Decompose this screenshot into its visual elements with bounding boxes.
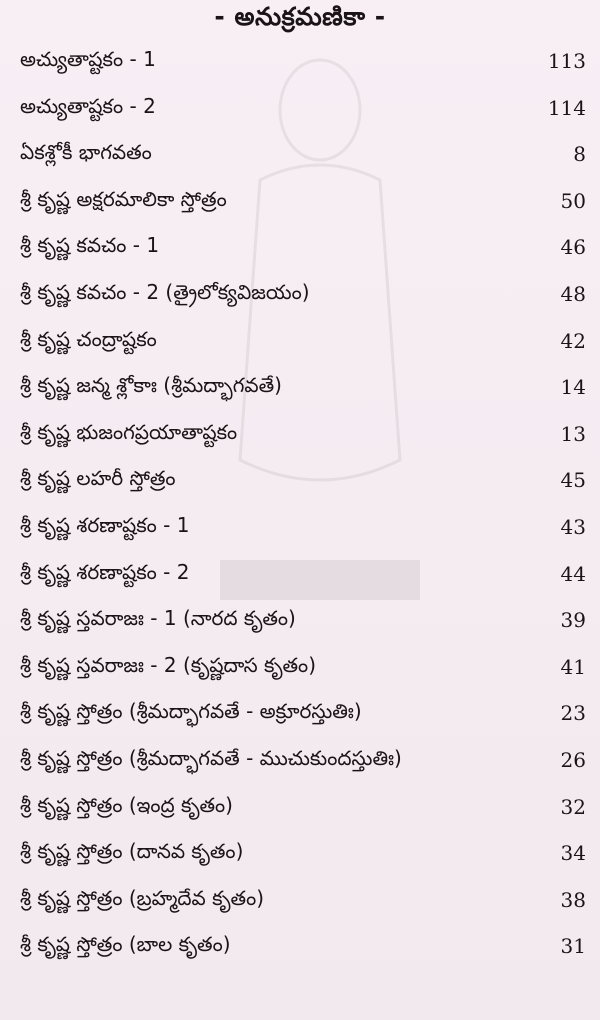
toc-entry-title: శ్రీ కృష్ణ స్తోత్రం (బాల కృతం) [20, 932, 231, 957]
toc-entry-page-number: 32 [560, 794, 586, 819]
toc-entry-page-number: 44 [560, 561, 586, 586]
toc-entry-title: శ్రీ కృష్ణ అక్షరమాలికా స్తోత్రం [20, 186, 227, 211]
toc-entry-page-number: 38 [560, 887, 586, 912]
toc-entry [0, 411, 600, 458]
toc-entry [0, 504, 600, 551]
toc-entry-page-number: 114 [547, 95, 586, 120]
toc-entry [0, 224, 600, 271]
toc-entry-page-number: 14 [560, 375, 586, 400]
toc-entry-title: శ్రీ కృష్ణ చంద్రాష్టకం [20, 326, 157, 351]
toc-entry-page-number: 45 [560, 468, 586, 493]
toc-entry-page-number: 42 [560, 328, 586, 353]
toc-entry-title: శ్రీ కృష్ణ కవచం - 2 (త్రైలోక్యవిజయం) [20, 279, 310, 304]
toc-entry-page-number: 46 [560, 235, 586, 260]
toc-entry-page-number: 34 [560, 841, 586, 866]
toc-entry-page-number: 13 [560, 421, 586, 446]
toc-entry-title: శ్రీ కృష్ణ లహరీ స్తోత్రం [20, 466, 176, 491]
toc-entry [0, 38, 600, 85]
toc-entry-title: శ్రీ కృష్ణ స్తోత్రం (దానవ కృతం) [20, 839, 244, 864]
toc-entry-page-number: 31 [560, 934, 586, 959]
toc-entry [0, 597, 600, 644]
toc-entry [0, 271, 600, 318]
toc-entry-title: శ్రీ కృష్ణ స్తవరాజః - 1 (నారద కృతం) [20, 606, 296, 631]
toc-entry-title: శ్రీ కృష్ణ స్తోత్రం (బ్రహ్మదేవ కృతం) [20, 885, 265, 910]
toc-entry-title: ఏకశ్లోకీ భాగవతం [20, 140, 152, 165]
toc-entry-title: శ్రీ కృష్ణ భుజంగప్రయాతాష్టకం [20, 419, 238, 444]
toc-entry-page-number: 48 [560, 281, 586, 306]
table-of-contents [0, 38, 600, 970]
toc-entry-title: అచ్యుతాష్టకం - 2 [20, 93, 156, 118]
toc-entry-page-number: 43 [560, 514, 586, 539]
toc-entry-page-number: 23 [560, 701, 586, 726]
toc-entry-page-number: 50 [560, 188, 586, 213]
toc-entry [0, 923, 600, 970]
toc-entry-title: శ్రీ కృష్ణ శరణాష్టకం - 1 [20, 512, 190, 537]
toc-entry-title: శ్రీ కృష్ణ స్తోత్రం (శ్రీమద్భాగవతే - అక్రూరస్తుతిః) [20, 699, 362, 724]
toc-entry [0, 85, 600, 132]
toc-entry [0, 551, 600, 598]
toc-entry [0, 690, 600, 737]
toc-entry [0, 457, 600, 504]
toc-entry [0, 178, 600, 225]
toc-entry [0, 364, 600, 411]
toc-entry-page-number: 41 [560, 654, 586, 679]
toc-entry-title: అచ్యుతాష్టకం - 1 [20, 47, 156, 71]
page-title: - అనుక్రమణికా - [214, 2, 386, 31]
toc-entry-title: శ్రీ కృష్ణ స్తోత్రం (ఇంద్ర కృతం) [20, 792, 233, 817]
toc-entry [0, 784, 600, 831]
toc-entry-page-number: 39 [560, 608, 586, 633]
toc-entry-title: శ్రీ కృష్ణ స్తోత్రం (శ్రీమద్భాగవతే - ముచుకుందస్తుతిః) [20, 745, 402, 770]
toc-entry-page-number: 8 [573, 142, 586, 167]
toc-entry [0, 318, 600, 365]
toc-entry-title: శ్రీ కృష్ణ కవచం - 1 [20, 233, 160, 258]
toc-entry [0, 877, 600, 924]
toc-entry [0, 131, 600, 178]
toc-entry-page-number: 113 [547, 49, 586, 73]
toc-entry-title: శ్రీ కృష్ణ స్తవరాజః - 2 (కృష్ణదాస కృతం) [20, 652, 316, 677]
toc-entry [0, 830, 600, 877]
toc-entry [0, 737, 600, 784]
toc-entry-title: శ్రీ కృష్ణ శరణాష్టకం - 2 [20, 559, 190, 584]
toc-entry [0, 644, 600, 691]
toc-entry-page-number: 26 [560, 747, 586, 772]
toc-entry-title: శ్రీ కృష్ణ జన్మ శ్లోకాః (శ్రీమద్భాగవతే) [20, 373, 282, 398]
